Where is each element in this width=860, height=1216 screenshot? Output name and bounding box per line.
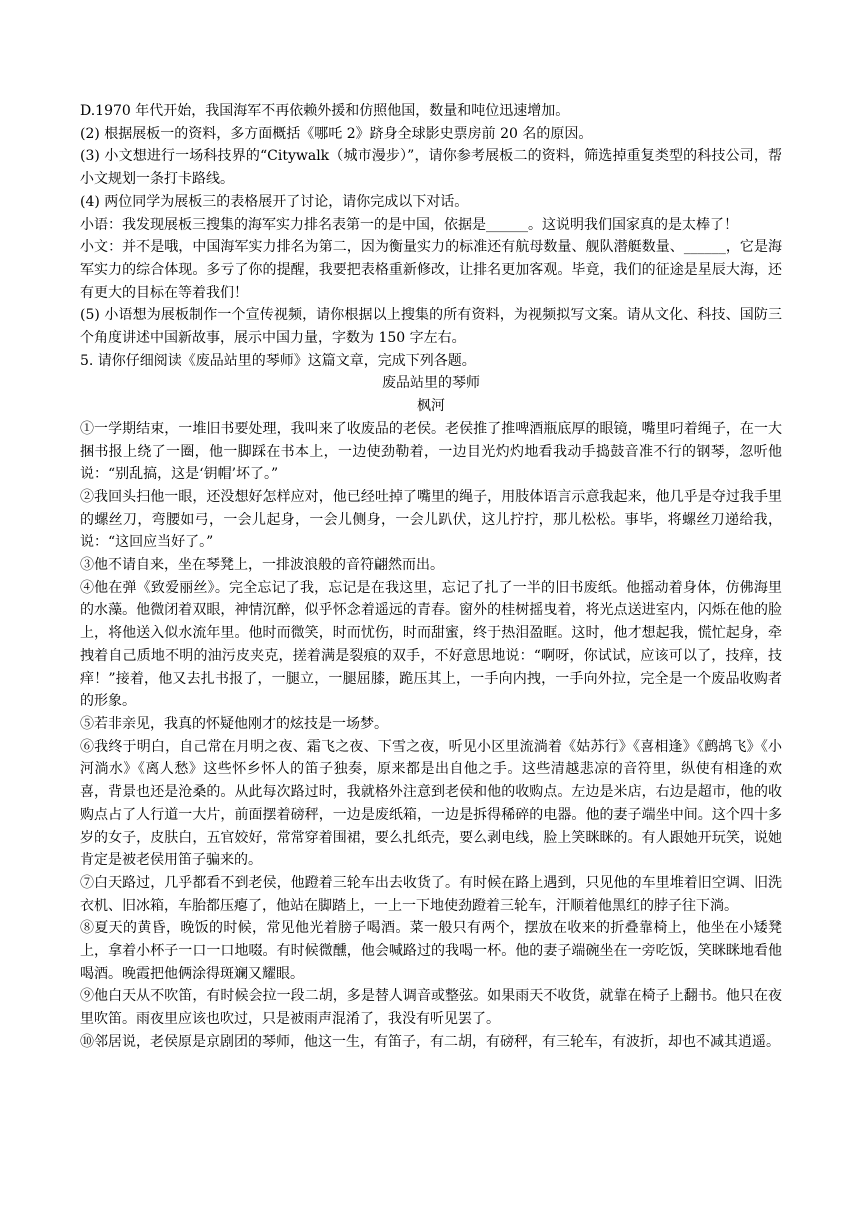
article-paragraph: ④他在弹《致爱丽丝》。完全忘记了我，忘记是在我这里，忘记了扎了一半的旧书废纸。他摇动着身体，仿佛海里的水藻。他微闭着双眼，神情沉醉，似乎怀念着遥远的青春。窗外的桂树摇曳着，将光点送进室内，闪烁在他的脸上，将他送入似水流年里。他时而微笑，时而忧伤，时而甜蜜，终于热泪盈眶。这时，他才想起我，慌忙起身，牵拽着自己质地不明的油污皮夹克，搓着满是裂痕的双手，不好意思地说：“啊呀，你试试，应该可以了，技痒，技痒！”接着，他又去扎书报了，一腿立，一腿屈膝，跪压其上，一手向内拽，一手向外拉，完全是一个废品收购者的形象。 [80, 579, 782, 710]
article-paragraph: ③他不请自来，坐在琴凳上，一排波浪般的音符翩然而出。 [80, 557, 444, 574]
article-paragraph: ①一学期结束，一堆旧书要处理，我叫来了收废品的老侯。老侯推了推啤酒瓶底厚的眼镜，嘴里叼着绳子，在一大捆书报上绕了一圈，他一脚踩在书本上，一边使劲勒着，一边目光灼灼地看我动手捣鼓音准不行的钢琴，忽听他说：“别乱搞，这是‘钥帽’坏了。” [80, 420, 782, 483]
document-page [80, 100, 782, 1054]
article-paragraph: ⑨他白天从不吹笛，有时候会拉一段二胡，多是替人调音或整弦。如果雨天不收货，就靠在椅子上翻书。他只在夜里吹笛。雨夜里应该也吹过，只是被雨声混淆了，我没有听见罢了。 [80, 988, 782, 1028]
section-5-instruction: 5. 请你仔细阅读《废品站里的琴师》这篇文章，完成下列各题。 [80, 352, 476, 369]
article-paragraph: ⑦白天路过，几乎都看不到老侯，他蹬着三轮车出去收货了。有时候在路上遇到，只见他的车里堆着旧空调、旧洗衣机、旧冰箱，车胎都压瘪了，他站在脚踏上，一上一下地使劲蹬着三轮车，汗顺着他黑红的脖子往下淌。 [80, 874, 782, 914]
question-4-text: (4) 两位同学为展板三的表格展开了讨论，请你完成以下对话。 [80, 193, 469, 210]
article-paragraph: ②我回头扫他一眼，还没想好怎样应对，他已经吐掉了嘴里的绳子，用肢体语言示意我起来，他几乎是夺过我手里的螺丝刀，弯腰如弓，一会儿起身，一会儿侧身，一会儿趴伏，这儿拧拧，那儿松松。事毕，将螺丝刀递给我，说：“这回应当好了。” [80, 488, 782, 551]
article-paragraph: ⑥我终于明白，自己常在月明之夜、霜飞之夜、下雪之夜，听见小区里流淌着《姑苏行》《喜相逢》《鹧鸪飞》《小河淌水》《离人愁》这些怀乡怀人的笛子独奏，原来都是出自他之手。这些清越悲凉的音符里，纵使有相逢的欢喜，背景也还是沧桑的。从此每次路过时，我就格外注意到老侯和他的收购点。左边是米店，右边是超市，他的收购点占了人行道一大片，前面摆着磅秤，一边是废纸箱，一边是拆得稀碎的电器。他的妻子端坐中间。这个四十多岁的女子，皮肤白，五官姣好，常常穿着围裙，要么扎纸壳，要么剥电线，脸上笑眯眯的。有人跟她开玩笑，说她肯定是被老侯用笛子骗来的。 [80, 738, 782, 869]
article-paragraph: ⑩邻居说，老侯原是京剧团的琴师，他这一生，有笛子，有二胡，有磅秤，有三轮车，有波折，却也不减其逍遥。 [80, 1033, 780, 1050]
option-d-text: D.1970 年代开始，我国海军不再依赖外援和仿照他国，数量和吨位迅速增加。 [80, 103, 570, 119]
article-paragraph: ⑧夏天的黄昏，晚饭的时候，常见他光着膀子喝酒。菜一般只有两个，摆放在收来的折叠靠椅上，他坐在小矮凳上，拿着小杯子一口一口地啜。有时候微醺，他会喊路过的我喝一杯。他的妻子端碗坐在一旁吃饭，笑眯眯地看他喝酒。晚霞把他俩涂得斑斓又耀眼。 [80, 920, 782, 982]
dialogue-xiaowen: 小文：并不是哦，中国海军实力排名为第二，因为衡量实力的标准还有航母数量、舰队潜艇数量、______，它是海军实力的综合体现。多亏了你的提醒，我要把表格重新修改，让排名更加客观。毕竟，我们的征途是星辰大海，还有更大的目标在等着我们！ [80, 239, 782, 301]
article-title: 废品站里的琴师 [382, 375, 480, 392]
question-3-text: (3) 小文想进行一场科技界的“Citywalk（城市漫步）”，请你参考展板二的资料，筛选掉重复类型的科技公司，帮小文规划一条打卡路线。 [80, 148, 782, 188]
question-2-text: (2) 根据展板一的资料，多方面概括《哪吒 2》跻身全球影史票房前 20 名的原因。 [80, 125, 593, 142]
article-author: 枫河 [417, 398, 445, 415]
question-5-text: (5) 小语想为展板制作一个宣传视频，请你根据以上搜集的所有资料，为视频拟写文案。请从文化、科技、国防三个角度讲述中国新故事，展示中国力量，字数为 150 字左右。 [80, 307, 782, 347]
article-paragraph: ⑤若非亲见，我真的怀疑他刚才的炫技是一场梦。 [80, 715, 388, 732]
dialogue-xiaoyu: 小语：我发现展板三搜集的海军实力排名表第一的是中国，依据是______。这说明我们国家真的是太棒了！ [80, 216, 738, 233]
